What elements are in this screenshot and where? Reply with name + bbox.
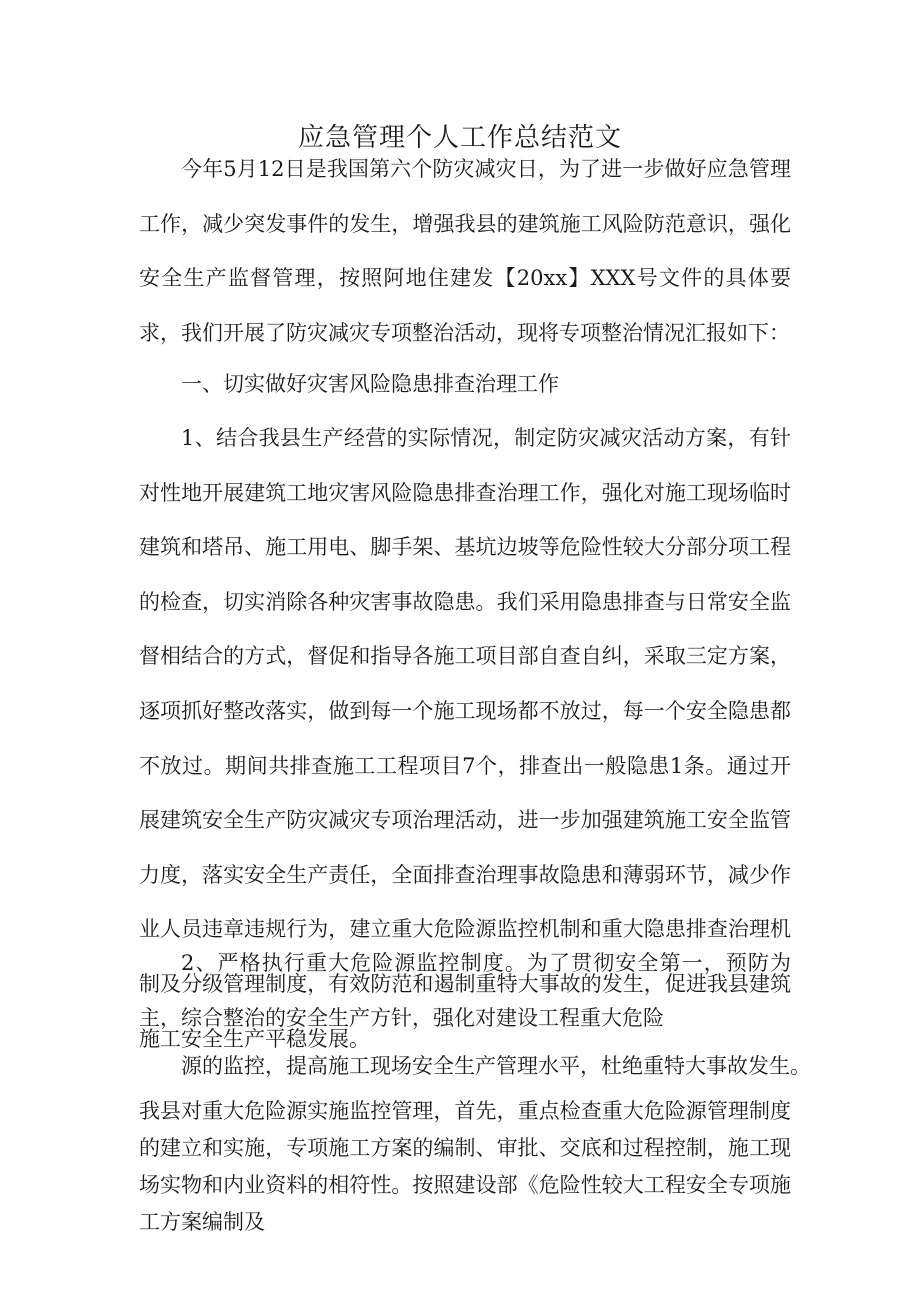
paragraph-item-1: 1、结合我县生产经营的实际情况，制定防灾减灾活动方案，有针对性地开展建筑工地灾害风险隐患排查治理工作，强化对施工现场临时建筑和塔吊、施工用电、脚手架、基坑边坡等危险性较大分部分项工程的检查，切实消除各种灾害事故隐患。我们采用隐患排查与日常安全监督相结合的方式，督促和指导各施工项目部自查自纠，采取三定方案，逐项抓好整改落实，做到每一个施工现场都不放过，每一个安全隐患都不放过。期间共排查施工工程项目7个，排查出一般隐患1条。通过开展建筑安全生产防灾减灾专项治理活动，进一步加强建筑施工安全监管力度，落实安全生产责任，全面排查治理事故隐患和薄弱环节，减少作业人员违章违规行为，建立重大危险源监控机制和重大隐患排查治理机制及分级管理制度，有效防范和遏制重特大事故的发生，促进我县建筑施工安全生产平稳发展。 xyxy=(139,426,791,1051)
document-title: 应急管理个人工作总结范文 xyxy=(297,123,622,153)
section-heading-1: 一、切实做好灾害风险隐患排查治理工作 xyxy=(181,372,559,396)
paragraph-item-2: 2、严格执行重大危险源监控制度。为了贯彻安全第一，预防为主，综合整治的安全生产方针，强化对建设工程重大危险 xyxy=(139,951,791,1030)
paragraph-item-2-detail: 我县对重大危险源实施监控管理，首先，重点检查重大危险源管理制度的建立和实施，专项施工方案的编制、审批、交底和过程控制，施工现场实物和内业资料的相符性。按照建设部《危险性较大工程安全专项施工方案编制及 xyxy=(139,1099,791,1234)
paragraph-intro: 今年5月12日是我国第六个防灾减灾日，为了进一步做好应急管理工作，减少突发事件的发生，增强我县的建筑施工风险防范意识，强化安全生产监督管理，按照阿地住建发【20xx】XXX号文件的具体要求，我们开展了防灾减灾专项整治活动，现将专项整治情况汇报如下： xyxy=(139,157,791,345)
paragraph-item-2-continued: 源的监控，提高施工现场安全生产管理水平，杜绝重特大事故发生。 xyxy=(181,1054,811,1078)
